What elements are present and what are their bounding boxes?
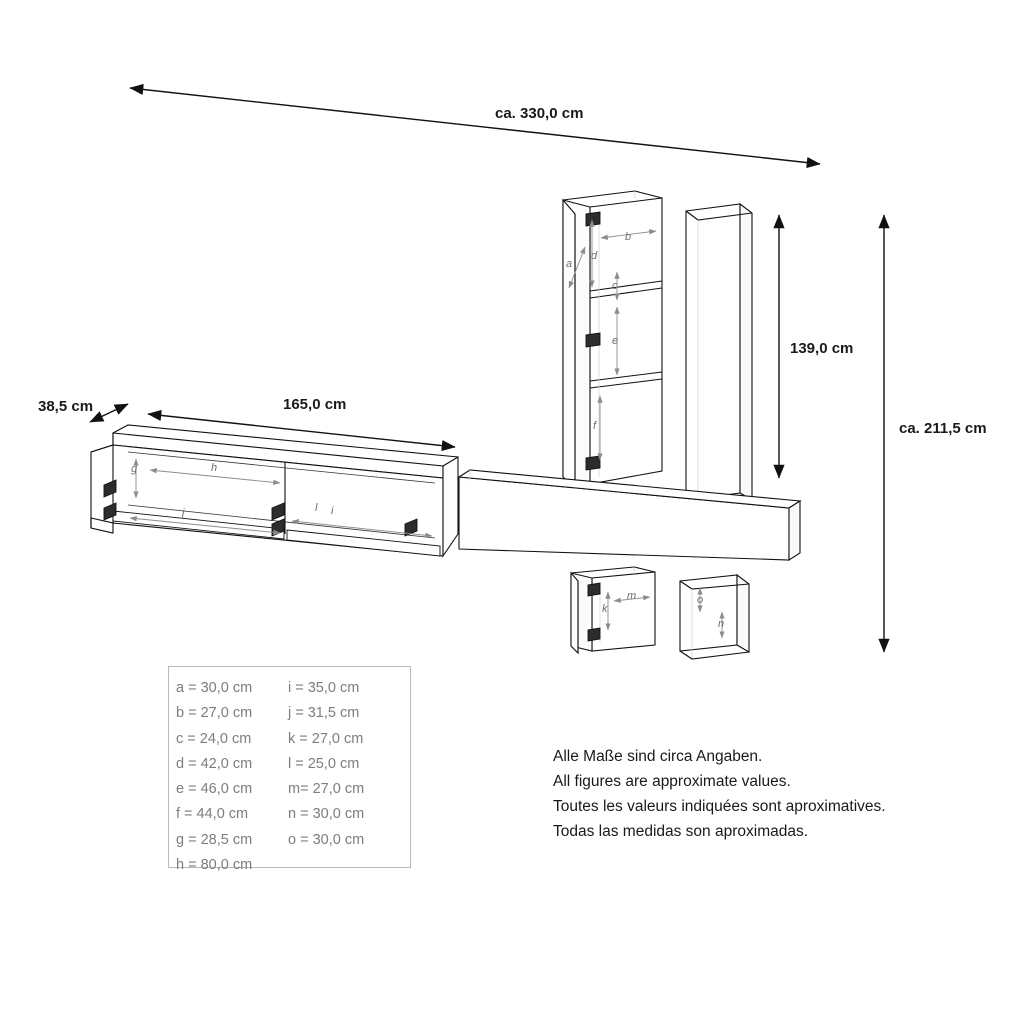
callout-m: m (627, 590, 637, 602)
legend-cell-right: n = 30,0 cm (288, 806, 365, 823)
callout-k: k (602, 603, 608, 615)
legend-cell-left: a = 30,0 cm (176, 680, 253, 696)
label-total-height: ca. 211,5 cm (899, 420, 987, 437)
legend-cell-right: i = 35,0 cm (288, 680, 360, 696)
legend-cell-right: j = 31,5 cm (288, 705, 360, 722)
callout-f: f (593, 420, 597, 432)
note-line-fr: Toutes les valeurs indiquées sont aproximatives. (553, 798, 886, 815)
legend-row (176, 802, 408, 827)
legend-cell-left: g = 28,5 cm (176, 831, 253, 848)
legend-cell-right: k = 27,0 cm (288, 730, 364, 747)
callout-a: a (566, 258, 573, 270)
legend-row (176, 752, 408, 777)
callout-c: c (612, 280, 618, 292)
tv-lowboard-unit (91, 425, 458, 556)
callout-l: l (315, 502, 318, 514)
small-cabinet-closed (680, 575, 749, 659)
callout-o: o (697, 594, 704, 606)
legend-row (176, 727, 408, 752)
small-cabinet-open (571, 567, 655, 653)
note-line-es: Todas las medidas son aproximadas. (553, 823, 809, 840)
callout-e: e (612, 335, 619, 347)
note-line-en: All figures are approximate values. (553, 773, 791, 790)
callout-b: b (625, 231, 632, 243)
legend-row (176, 777, 408, 802)
callout-j: j (182, 507, 185, 519)
note-line-de: Alle Maße sind circa Angaben. (553, 748, 763, 765)
dimension-arrow-total-width (130, 88, 820, 164)
legend-cell-left: h = 80,0 cm (176, 857, 253, 874)
callout-n: n (718, 618, 725, 630)
callout-g: g (131, 463, 138, 475)
legend-row (176, 676, 408, 701)
approximate-values-notes (553, 744, 886, 844)
dimension-arrow-tv-depth (90, 404, 128, 422)
legend-cell-left: e = 46,0 cm (176, 781, 253, 798)
callout-d: d (591, 250, 598, 262)
legend-cell-right: o = 30,0 cm (288, 831, 365, 848)
narrow-wall-panel (686, 204, 752, 509)
label-total-width: ca. 330,0 cm (495, 105, 584, 122)
legend-cell-left: b = 27,0 cm (176, 705, 253, 722)
legend-cell-left: d = 42,0 cm (176, 755, 253, 772)
legend-cell-left: f = 44,0 cm (176, 806, 249, 823)
callout-h: h (211, 462, 218, 474)
legend-cell-right: l = 25,0 cm (288, 755, 360, 772)
legend-table (176, 676, 408, 878)
callout-i: i (331, 505, 334, 517)
legend-cell-right: m= 27,0 cm (288, 781, 365, 798)
legend-row (176, 701, 408, 726)
label-tv-width: 165,0 cm (283, 396, 347, 413)
label-tall-unit-height: 139,0 cm (790, 340, 854, 357)
label-tv-depth: 38,5 cm (38, 398, 94, 415)
legend-cell-left: c = 24,0 cm (176, 730, 252, 747)
legend-row (176, 853, 408, 878)
legend-row (176, 828, 408, 853)
